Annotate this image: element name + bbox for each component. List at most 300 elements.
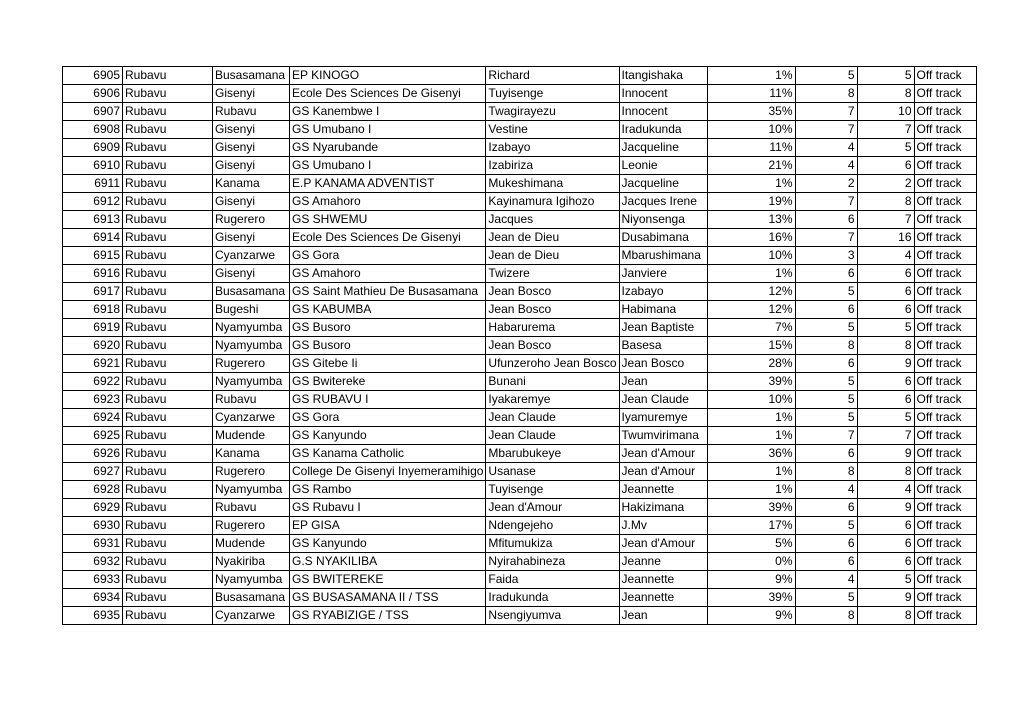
cell-last-name: Jean Claude [619, 391, 707, 409]
table-body [63, 67, 977, 625]
table-row [63, 589, 977, 607]
cell-score-b: 5 [857, 319, 914, 337]
cell-percentage: 12% [707, 301, 795, 319]
cell-first-name: Faida [486, 571, 619, 589]
cell-score-a: 8 [795, 463, 857, 481]
cell-percentage: 15% [707, 337, 795, 355]
cell-first-name: Jean Bosco [486, 283, 619, 301]
cell-score-b: 8 [857, 193, 914, 211]
cell-status: Off track [914, 301, 976, 319]
cell-sector: Mudende [213, 427, 290, 445]
cell-sector: Busasamana [213, 67, 290, 85]
cell-first-name: Jean Claude [486, 427, 619, 445]
cell-percentage: 0% [707, 553, 795, 571]
cell-school: GS Amahoro [290, 265, 486, 283]
cell-percentage: 1% [707, 409, 795, 427]
cell-first-name: Usanase [486, 463, 619, 481]
cell-last-name: Jean Baptiste [619, 319, 707, 337]
cell-score-a: 5 [795, 373, 857, 391]
cell-score-b: 8 [857, 463, 914, 481]
cell-row-number: 6912 [63, 193, 123, 211]
cell-status: Off track [914, 535, 976, 553]
cell-score-a: 6 [795, 211, 857, 229]
cell-sector: Cyanzarwe [213, 247, 290, 265]
cell-first-name: Vestine [486, 121, 619, 139]
cell-percentage: 1% [707, 67, 795, 85]
cell-score-b: 16 [857, 229, 914, 247]
cell-last-name: Jeannette [619, 481, 707, 499]
cell-last-name: Innocent [619, 103, 707, 121]
cell-school: GS Busoro [290, 319, 486, 337]
cell-row-number: 6929 [63, 499, 123, 517]
cell-last-name: Iradukunda [619, 121, 707, 139]
cell-status: Off track [914, 139, 976, 157]
cell-first-name: Jean de Dieu [486, 229, 619, 247]
cell-last-name: Basesa [619, 337, 707, 355]
cell-score-b: 6 [857, 517, 914, 535]
cell-percentage: 1% [707, 463, 795, 481]
cell-row-number: 6927 [63, 463, 123, 481]
cell-percentage: 13% [707, 211, 795, 229]
cell-status: Off track [914, 319, 976, 337]
cell-first-name: Mukeshimana [486, 175, 619, 193]
cell-school: GS Kanyundo [290, 427, 486, 445]
cell-row-number: 6922 [63, 373, 123, 391]
cell-status: Off track [914, 85, 976, 103]
cell-district: Rubavu [123, 337, 213, 355]
cell-score-b: 8 [857, 85, 914, 103]
cell-score-a: 4 [795, 157, 857, 175]
cell-school: GS Umubano I [290, 121, 486, 139]
cell-row-number: 6925 [63, 427, 123, 445]
cell-row-number: 6914 [63, 229, 123, 247]
cell-first-name: Ufunzeroho Jean Bosco [486, 355, 619, 373]
cell-sector: Cyanzarwe [213, 607, 290, 625]
cell-sector: Cyanzarwe [213, 409, 290, 427]
cell-score-b: 6 [857, 535, 914, 553]
cell-district: Rubavu [123, 301, 213, 319]
cell-first-name: Mfitumukiza [486, 535, 619, 553]
cell-last-name: Twumvirimana [619, 427, 707, 445]
cell-score-a: 7 [795, 427, 857, 445]
cell-last-name: Jean d'Amour [619, 535, 707, 553]
cell-score-b: 6 [857, 283, 914, 301]
cell-status: Off track [914, 481, 976, 499]
cell-last-name: Dusabimana [619, 229, 707, 247]
cell-sector: Gisenyi [213, 85, 290, 103]
cell-percentage: 7% [707, 319, 795, 337]
cell-last-name: Jacqueline [619, 175, 707, 193]
cell-last-name: Jeanne [619, 553, 707, 571]
cell-row-number: 6926 [63, 445, 123, 463]
cell-percentage: 9% [707, 607, 795, 625]
cell-last-name: Hakizimana [619, 499, 707, 517]
cell-score-a: 2 [795, 175, 857, 193]
table-row [63, 481, 977, 499]
cell-row-number: 6915 [63, 247, 123, 265]
cell-score-b: 9 [857, 499, 914, 517]
cell-status: Off track [914, 607, 976, 625]
cell-last-name: Niyonsenga [619, 211, 707, 229]
table-row [63, 535, 977, 553]
cell-district: Rubavu [123, 535, 213, 553]
table-row [63, 211, 977, 229]
table-row [63, 553, 977, 571]
cell-percentage: 1% [707, 265, 795, 283]
cell-sector: Nyamyumba [213, 481, 290, 499]
table-row [63, 247, 977, 265]
cell-status: Off track [914, 499, 976, 517]
cell-school: Ecole Des Sciences De Gisenyi [290, 229, 486, 247]
cell-last-name: Izabayo [619, 283, 707, 301]
cell-status: Off track [914, 517, 976, 535]
cell-district: Rubavu [123, 481, 213, 499]
cell-score-a: 5 [795, 391, 857, 409]
cell-first-name: Richard [486, 67, 619, 85]
cell-sector: Nyamyumba [213, 319, 290, 337]
cell-school: GS Rambo [290, 481, 486, 499]
table-row [63, 175, 977, 193]
cell-first-name: Izabayo [486, 139, 619, 157]
cell-last-name: Jean [619, 607, 707, 625]
cell-school: GS KABUMBA [290, 301, 486, 319]
cell-sector: Bugeshi [213, 301, 290, 319]
cell-percentage: 17% [707, 517, 795, 535]
cell-school: GS Nyarubande [290, 139, 486, 157]
table-row [63, 517, 977, 535]
cell-district: Rubavu [123, 67, 213, 85]
cell-percentage: 1% [707, 481, 795, 499]
cell-status: Off track [914, 373, 976, 391]
cell-score-a: 5 [795, 409, 857, 427]
table-row [63, 391, 977, 409]
cell-district: Rubavu [123, 517, 213, 535]
data-table [62, 66, 977, 625]
cell-status: Off track [914, 247, 976, 265]
cell-row-number: 6932 [63, 553, 123, 571]
cell-score-a: 6 [795, 301, 857, 319]
cell-status: Off track [914, 175, 976, 193]
cell-district: Rubavu [123, 283, 213, 301]
cell-school: GS Gitebe Ii [290, 355, 486, 373]
cell-district: Rubavu [123, 265, 213, 283]
cell-sector: Mudende [213, 535, 290, 553]
table-row [63, 157, 977, 175]
cell-sector: Rugerero [213, 355, 290, 373]
cell-percentage: 10% [707, 391, 795, 409]
table-row [63, 337, 977, 355]
cell-school: GS Umubano I [290, 157, 486, 175]
cell-school: GS Busoro [290, 337, 486, 355]
cell-last-name: Jean Bosco [619, 355, 707, 373]
cell-sector: Rubavu [213, 391, 290, 409]
cell-percentage: 16% [707, 229, 795, 247]
cell-row-number: 6921 [63, 355, 123, 373]
cell-last-name: Habimana [619, 301, 707, 319]
cell-sector: Gisenyi [213, 265, 290, 283]
cell-score-b: 2 [857, 175, 914, 193]
cell-first-name: Ndengejeho [486, 517, 619, 535]
cell-sector: Gisenyi [213, 229, 290, 247]
cell-sector: Nyakiriba [213, 553, 290, 571]
cell-school: EP GISA [290, 517, 486, 535]
cell-row-number: 6924 [63, 409, 123, 427]
cell-district: Rubavu [123, 85, 213, 103]
cell-score-a: 8 [795, 337, 857, 355]
cell-last-name: Itangishaka [619, 67, 707, 85]
cell-percentage: 10% [707, 247, 795, 265]
cell-district: Rubavu [123, 589, 213, 607]
cell-district: Rubavu [123, 157, 213, 175]
cell-first-name: Iradukunda [486, 589, 619, 607]
cell-sector: Rugerero [213, 463, 290, 481]
cell-score-b: 6 [857, 553, 914, 571]
cell-first-name: Twagirayezu [486, 103, 619, 121]
table-row [63, 139, 977, 157]
cell-percentage: 11% [707, 139, 795, 157]
cell-sector: Rubavu [213, 499, 290, 517]
cell-score-b: 4 [857, 247, 914, 265]
cell-last-name: Jean d'Amour [619, 445, 707, 463]
cell-score-b: 6 [857, 265, 914, 283]
table-row [63, 409, 977, 427]
table-row [63, 193, 977, 211]
cell-row-number: 6916 [63, 265, 123, 283]
cell-first-name: Tuyisenge [486, 85, 619, 103]
table-row [63, 301, 977, 319]
table-row [63, 67, 977, 85]
cell-first-name: Twizere [486, 265, 619, 283]
cell-row-number: 6917 [63, 283, 123, 301]
table-row [63, 427, 977, 445]
cell-last-name: Jacqueline [619, 139, 707, 157]
cell-first-name: Iyakaremye [486, 391, 619, 409]
cell-score-b: 6 [857, 301, 914, 319]
cell-percentage: 10% [707, 121, 795, 139]
cell-school: GS BUSASAMANA II / TSS [290, 589, 486, 607]
cell-school: GS RUBAVU I [290, 391, 486, 409]
cell-sector: Gisenyi [213, 157, 290, 175]
cell-score-a: 6 [795, 499, 857, 517]
cell-status: Off track [914, 571, 976, 589]
cell-row-number: 6923 [63, 391, 123, 409]
cell-district: Rubavu [123, 229, 213, 247]
cell-district: Rubavu [123, 571, 213, 589]
cell-percentage: 39% [707, 499, 795, 517]
cell-district: Rubavu [123, 463, 213, 481]
cell-score-a: 4 [795, 139, 857, 157]
table-row [63, 121, 977, 139]
cell-district: Rubavu [123, 607, 213, 625]
cell-row-number: 6934 [63, 589, 123, 607]
cell-school: Ecole Des Sciences De Gisenyi [290, 85, 486, 103]
cell-score-b: 6 [857, 391, 914, 409]
cell-percentage: 1% [707, 175, 795, 193]
cell-percentage: 28% [707, 355, 795, 373]
cell-last-name: Jeannette [619, 571, 707, 589]
cell-percentage: 9% [707, 571, 795, 589]
cell-status: Off track [914, 265, 976, 283]
cell-score-a: 6 [795, 553, 857, 571]
cell-district: Rubavu [123, 553, 213, 571]
cell-sector: Rubavu [213, 103, 290, 121]
cell-district: Rubavu [123, 499, 213, 517]
cell-percentage: 21% [707, 157, 795, 175]
cell-status: Off track [914, 121, 976, 139]
cell-district: Rubavu [123, 391, 213, 409]
table-row [63, 571, 977, 589]
cell-status: Off track [914, 193, 976, 211]
cell-score-b: 10 [857, 103, 914, 121]
cell-score-b: 4 [857, 481, 914, 499]
table-row [63, 103, 977, 121]
cell-first-name: Bunani [486, 373, 619, 391]
cell-first-name: Habarurema [486, 319, 619, 337]
cell-row-number: 6928 [63, 481, 123, 499]
table-row [63, 607, 977, 625]
cell-score-b: 6 [857, 157, 914, 175]
cell-sector: Nyamyumba [213, 373, 290, 391]
cell-district: Rubavu [123, 121, 213, 139]
cell-score-b: 5 [857, 409, 914, 427]
cell-sector: Gisenyi [213, 193, 290, 211]
cell-first-name: Tuyisenge [486, 481, 619, 499]
cell-status: Off track [914, 67, 976, 85]
cell-score-a: 6 [795, 265, 857, 283]
cell-row-number: 6913 [63, 211, 123, 229]
cell-score-b: 9 [857, 355, 914, 373]
cell-school: GS SHWEMU [290, 211, 486, 229]
cell-school: GS Kanyundo [290, 535, 486, 553]
cell-last-name: Jeannette [619, 589, 707, 607]
cell-last-name: Jean d'Amour [619, 463, 707, 481]
cell-first-name: Jean de Dieu [486, 247, 619, 265]
cell-percentage: 39% [707, 373, 795, 391]
cell-score-b: 9 [857, 445, 914, 463]
cell-school: GS Bwitereke [290, 373, 486, 391]
cell-last-name: Iyamuremye [619, 409, 707, 427]
cell-score-a: 8 [795, 85, 857, 103]
cell-score-a: 5 [795, 67, 857, 85]
table-row [63, 229, 977, 247]
cell-district: Rubavu [123, 193, 213, 211]
cell-percentage: 39% [707, 589, 795, 607]
cell-score-a: 5 [795, 589, 857, 607]
cell-score-b: 5 [857, 67, 914, 85]
cell-row-number: 6920 [63, 337, 123, 355]
cell-score-b: 5 [857, 571, 914, 589]
cell-score-b: 7 [857, 121, 914, 139]
table-row [63, 373, 977, 391]
cell-row-number: 6918 [63, 301, 123, 319]
cell-sector: Nyamyumba [213, 337, 290, 355]
cell-row-number: 6905 [63, 67, 123, 85]
cell-score-a: 5 [795, 283, 857, 301]
cell-first-name: Jean Bosco [486, 301, 619, 319]
table-row [63, 355, 977, 373]
cell-row-number: 6908 [63, 121, 123, 139]
table-row [63, 319, 977, 337]
cell-school: GS Saint Mathieu De Busasamana [290, 283, 486, 301]
cell-school: GS Amahoro [290, 193, 486, 211]
cell-district: Rubavu [123, 211, 213, 229]
cell-score-a: 5 [795, 517, 857, 535]
cell-status: Off track [914, 445, 976, 463]
cell-percentage: 1% [707, 427, 795, 445]
cell-percentage: 11% [707, 85, 795, 103]
cell-last-name: J.Mv [619, 517, 707, 535]
cell-percentage: 35% [707, 103, 795, 121]
cell-score-b: 7 [857, 211, 914, 229]
cell-sector: Kanama [213, 445, 290, 463]
cell-status: Off track [914, 211, 976, 229]
cell-status: Off track [914, 337, 976, 355]
cell-score-b: 7 [857, 427, 914, 445]
cell-percentage: 5% [707, 535, 795, 553]
cell-first-name: Jean d'Amour [486, 499, 619, 517]
cell-sector: Busasamana [213, 589, 290, 607]
cell-row-number: 6910 [63, 157, 123, 175]
cell-score-a: 6 [795, 445, 857, 463]
cell-last-name: Innocent [619, 85, 707, 103]
cell-score-b: 8 [857, 607, 914, 625]
cell-score-b: 8 [857, 337, 914, 355]
cell-status: Off track [914, 283, 976, 301]
cell-last-name: Mbarushimana [619, 247, 707, 265]
cell-school: GS Gora [290, 247, 486, 265]
table-row [63, 85, 977, 103]
table-row [63, 265, 977, 283]
cell-sector: Kanama [213, 175, 290, 193]
cell-school: GS Kanembwe I [290, 103, 486, 121]
cell-status: Off track [914, 391, 976, 409]
cell-score-a: 8 [795, 607, 857, 625]
cell-row-number: 6930 [63, 517, 123, 535]
cell-row-number: 6909 [63, 139, 123, 157]
cell-row-number: 6933 [63, 571, 123, 589]
cell-score-a: 7 [795, 193, 857, 211]
cell-district: Rubavu [123, 445, 213, 463]
cell-sector: Busasamana [213, 283, 290, 301]
cell-score-a: 7 [795, 103, 857, 121]
cell-district: Rubavu [123, 427, 213, 445]
cell-score-a: 3 [795, 247, 857, 265]
cell-last-name: Jacques Irene [619, 193, 707, 211]
cell-district: Rubavu [123, 139, 213, 157]
cell-first-name: Jacques [486, 211, 619, 229]
cell-status: Off track [914, 229, 976, 247]
cell-school: GS Gora [290, 409, 486, 427]
table-row [63, 499, 977, 517]
cell-score-a: 7 [795, 229, 857, 247]
cell-sector: Rugerero [213, 211, 290, 229]
cell-school: GS RYABIZIGE / TSS [290, 607, 486, 625]
cell-last-name: Janviere [619, 265, 707, 283]
cell-sector: Nyamyumba [213, 571, 290, 589]
cell-school: EP KINOGO [290, 67, 486, 85]
cell-district: Rubavu [123, 175, 213, 193]
cell-score-a: 4 [795, 481, 857, 499]
table-row [63, 463, 977, 481]
cell-score-b: 6 [857, 373, 914, 391]
cell-last-name: Leonie [619, 157, 707, 175]
cell-row-number: 6935 [63, 607, 123, 625]
cell-district: Rubavu [123, 355, 213, 373]
cell-sector: Gisenyi [213, 121, 290, 139]
cell-district: Rubavu [123, 247, 213, 265]
cell-school: College De Gisenyi Inyemeramihigo [290, 463, 486, 481]
table-row [63, 283, 977, 301]
